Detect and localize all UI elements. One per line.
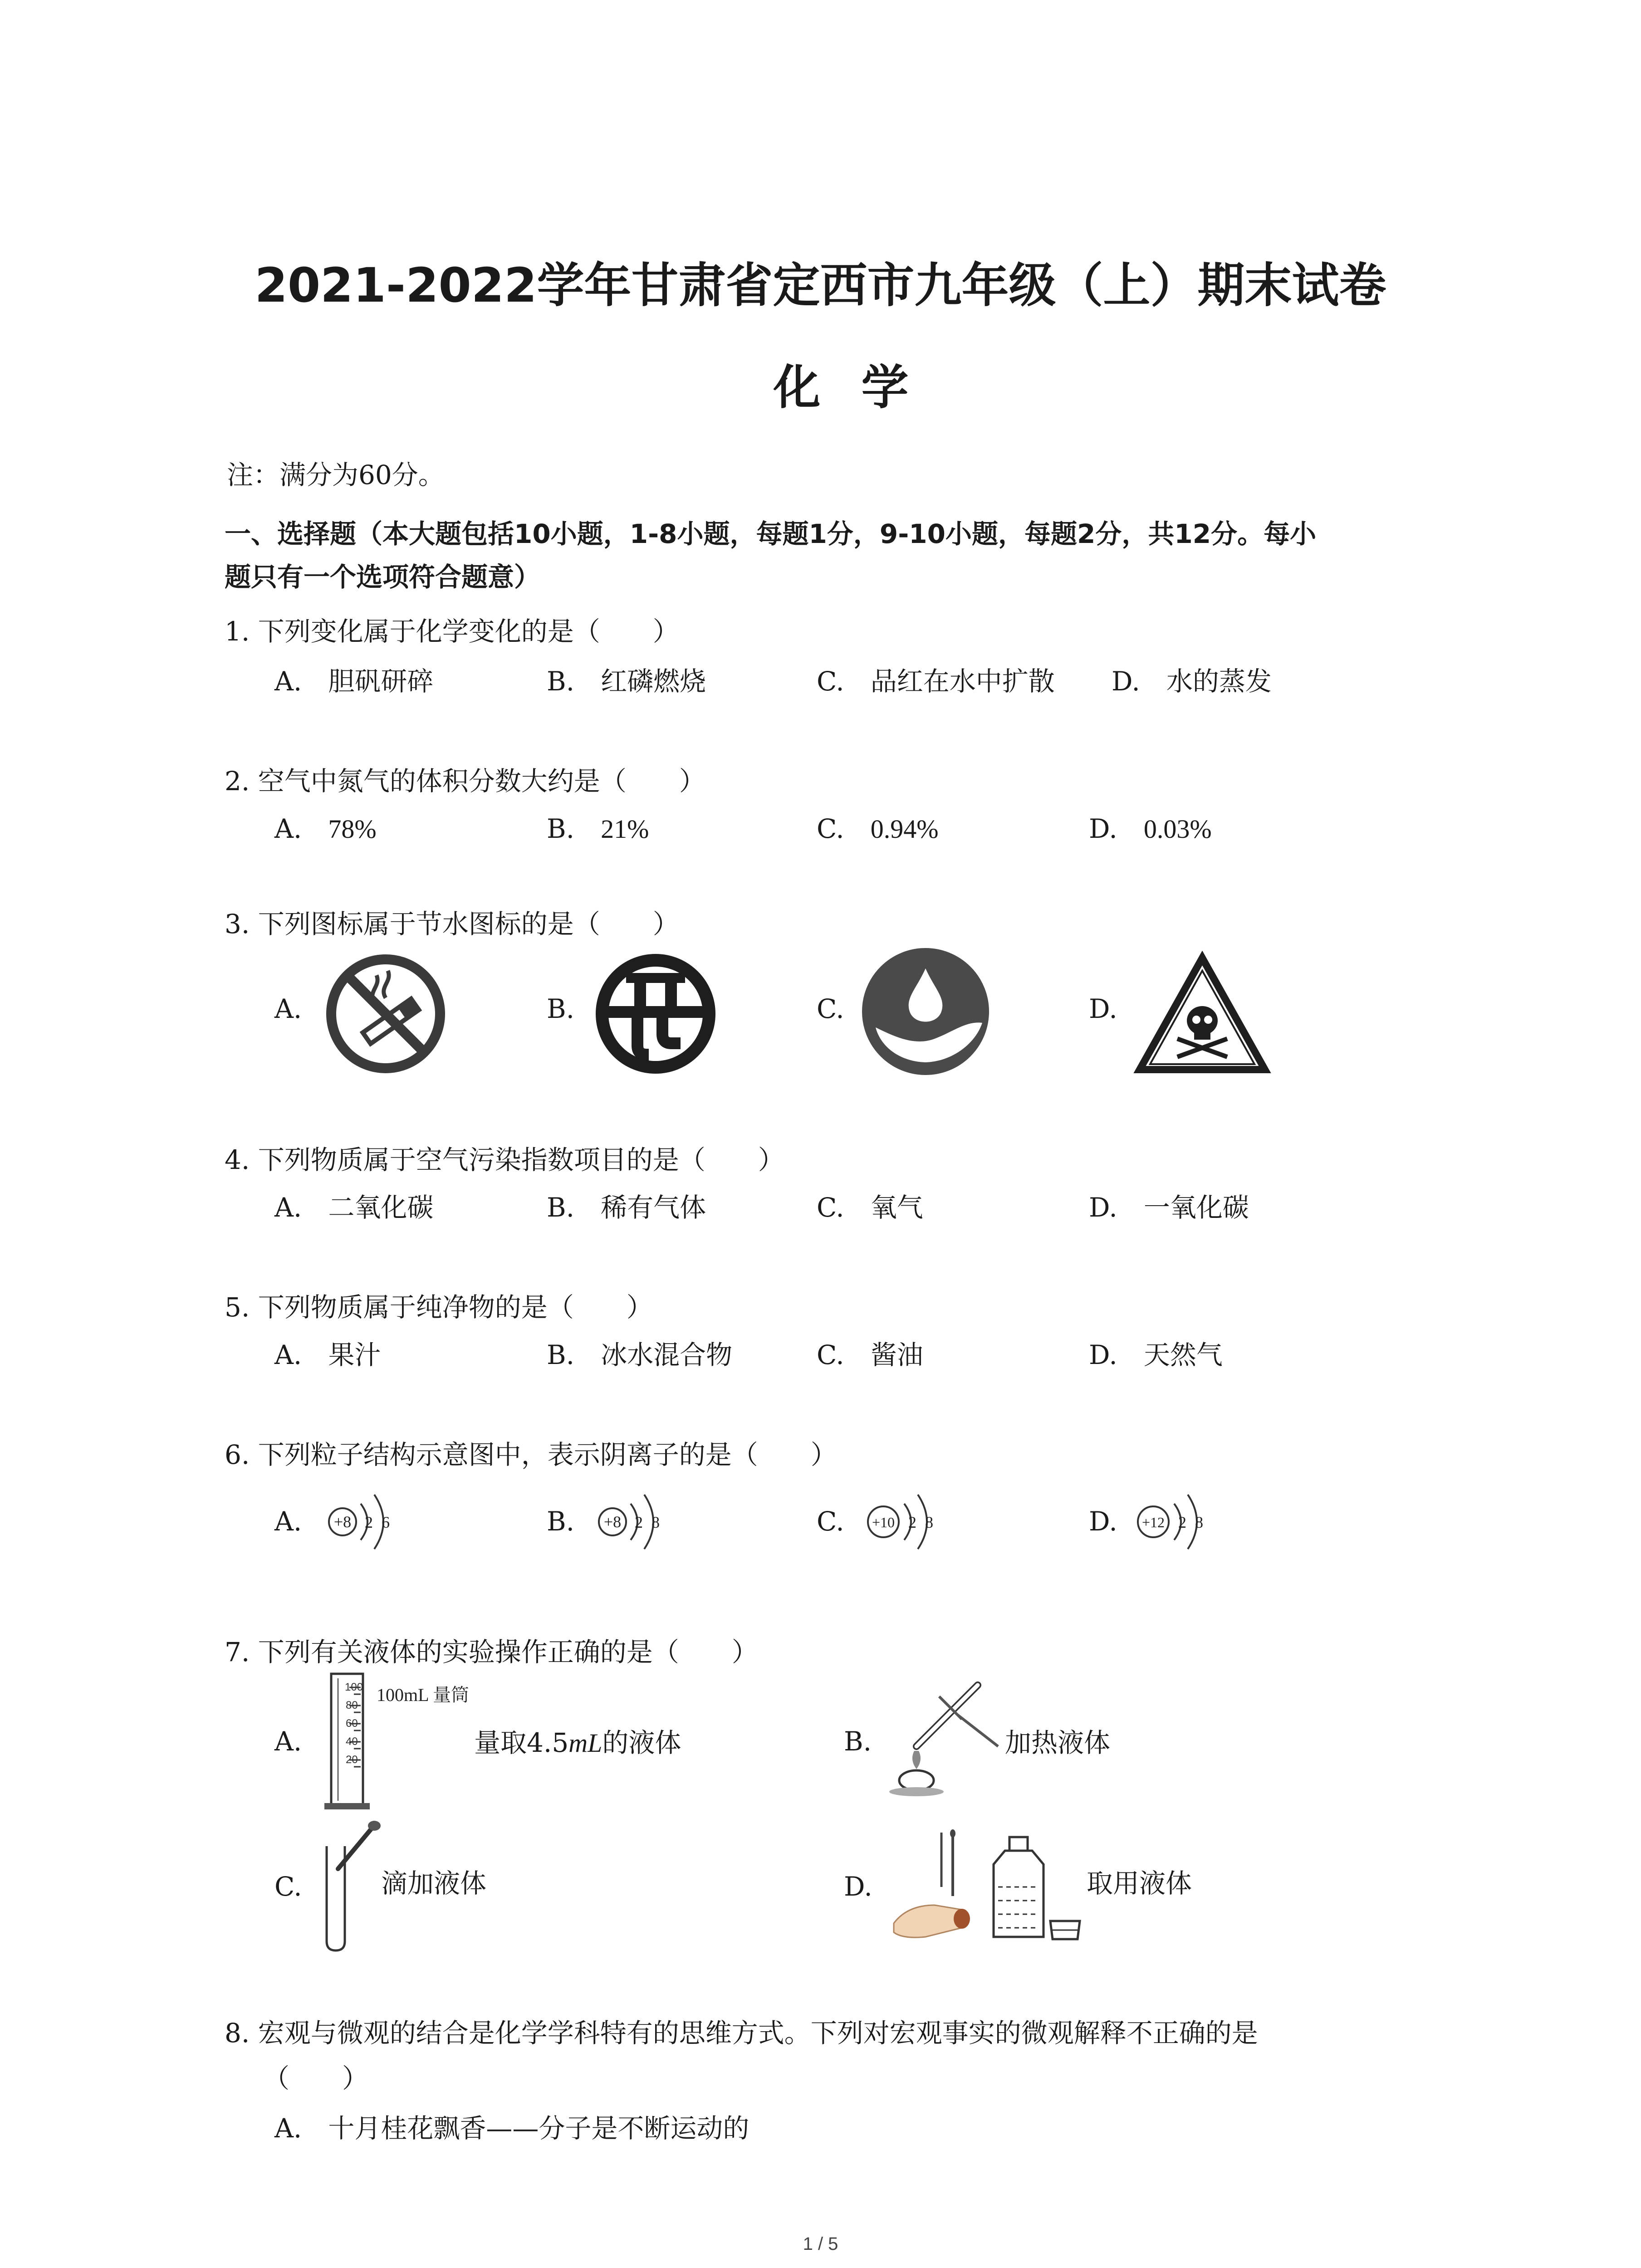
option-b-text: 加热液体	[1005, 1727, 1111, 1758]
option-b-letter: B.	[547, 993, 575, 1024]
dropper-figure	[318, 1819, 390, 1955]
shell-electrons-1: 2	[365, 1513, 373, 1531]
nucleus-charge: +8	[333, 1513, 352, 1531]
option-c: C. 品红在水中扩散	[817, 666, 1055, 697]
nucleus-charge: +12	[1141, 1514, 1165, 1530]
question-stem: 5. 下列物质属于纯净物的是（ ）	[225, 1292, 653, 1323]
section-heading-line2: 题只有一个选项符合题意）	[225, 562, 541, 592]
option-b: B. 21%	[547, 813, 649, 844]
option-c-letter: C.	[274, 1871, 302, 1902]
nucleus-charge: +10	[872, 1514, 895, 1530]
option-a-letter: A.	[274, 1506, 302, 1537]
option-a-text: 量取4.5mL的液体	[474, 1727, 681, 1758]
graduated-cylinder-figure	[318, 1669, 470, 1814]
score-note: 注：满分为60分。	[227, 459, 445, 490]
question-stem: 6. 下列粒子结构示意图中，表示阴离子的是（ ）	[225, 1439, 837, 1470]
shell-electrons-1: 2	[1178, 1513, 1186, 1531]
cylinder-label: 100mL 量筒	[377, 1685, 470, 1705]
exam-title: 2021-2022学年甘肃省定西市九年级（上）期末试卷	[255, 258, 1386, 313]
circular-logo-icon	[594, 953, 717, 1075]
option-c: C. 氧气	[817, 1192, 923, 1223]
option-d-letter: D.	[844, 1871, 872, 1902]
option-d: D. 0.03%	[1089, 813, 1212, 844]
option-b: B. 冰水混合物	[547, 1339, 733, 1370]
question-stem: 1. 下列变化属于化学变化的是（ ）	[225, 616, 679, 647]
tick-label: 20	[346, 1754, 358, 1766]
option-c: C. 0.94%	[817, 813, 939, 844]
tick-label: 100	[345, 1681, 363, 1693]
option-a: A. 二氧化碳	[274, 1192, 434, 1223]
question-stem: 2. 空气中氮气的体积分数大约是（ ）	[225, 766, 705, 797]
option-a: A. 十月桂花飘香——分子是不断运动的	[274, 2113, 749, 2144]
section-heading-line1: 一、选择题（本大题包括10小题，1-8小题，每题1分，9-10小题，每题2分，共12分。每小	[225, 518, 1317, 549]
tick-label: 40	[346, 1735, 358, 1748]
shell-electrons-2: 8	[925, 1513, 933, 1531]
option-d-text: 取用液体	[1087, 1868, 1192, 1899]
question-stem-line1: 8. 宏观与微观的结合是化学学科特有的思维方式。下列对宏观事实的微观解释不正确的是	[225, 2018, 1258, 2048]
option-b: B. 红磷燃烧	[547, 666, 706, 697]
heating-test-tube-figure	[889, 1678, 1003, 1796]
shell-electrons-2: 6	[382, 1513, 390, 1531]
subject-title: 化学	[773, 360, 950, 415]
tick-label: 60	[346, 1717, 358, 1730]
question-stem-line2: （ ）	[263, 2063, 369, 2094]
shell-electrons-1: 2	[635, 1513, 643, 1531]
shell-electrons-1: 2	[908, 1513, 916, 1531]
question-stem: 4. 下列物质属于空气污染指数项目的是（ ）	[225, 1144, 784, 1175]
shell-electrons-2: 8	[1195, 1513, 1203, 1531]
no-smoking-icon	[324, 953, 447, 1075]
option-c-letter: C.	[817, 993, 844, 1024]
option-d: D. 天然气	[1089, 1339, 1223, 1370]
option-c-text: 滴加液体	[381, 1868, 487, 1899]
option-a: A. 胆矾研碎	[274, 666, 434, 697]
question-stem: 7. 下列有关液体的实验操作正确的是（ ）	[225, 1637, 758, 1667]
atom-diagram-c	[864, 1483, 950, 1560]
option-d-letter: D.	[1089, 1506, 1117, 1537]
option-d: D. 一氧化碳	[1089, 1192, 1249, 1223]
nucleus-charge: +8	[603, 1513, 622, 1531]
tick-label: 80	[346, 1699, 358, 1711]
atom-diagram-a	[324, 1483, 406, 1560]
option-d: D. 水的蒸发	[1112, 666, 1272, 697]
atom-diagram-d	[1134, 1483, 1220, 1560]
option-c: C. 酱油	[817, 1339, 923, 1370]
option-b: B. 稀有气体	[547, 1192, 706, 1223]
atom-diagram-b	[594, 1483, 676, 1560]
option-b-letter: B.	[844, 1726, 872, 1757]
option-b-letter: B.	[547, 1506, 575, 1537]
page-number: 1 / 5	[803, 2234, 838, 2254]
option-d-letter: D.	[1089, 993, 1117, 1024]
option-a-letter: A.	[274, 1726, 302, 1757]
liquid-transfer-figure	[889, 1828, 1089, 1950]
option-c-letter: C.	[817, 1506, 844, 1537]
option-a-letter: A.	[274, 993, 302, 1024]
shell-electrons-2: 8	[652, 1513, 660, 1531]
option-a: A. 果汁	[274, 1339, 381, 1370]
toxic-warning-icon	[1134, 953, 1270, 1075]
question-stem: 3. 下列图标属于节水图标的是（ ）	[225, 909, 679, 939]
water-saving-icon	[862, 948, 989, 1075]
option-a: A. 78%	[274, 813, 377, 844]
